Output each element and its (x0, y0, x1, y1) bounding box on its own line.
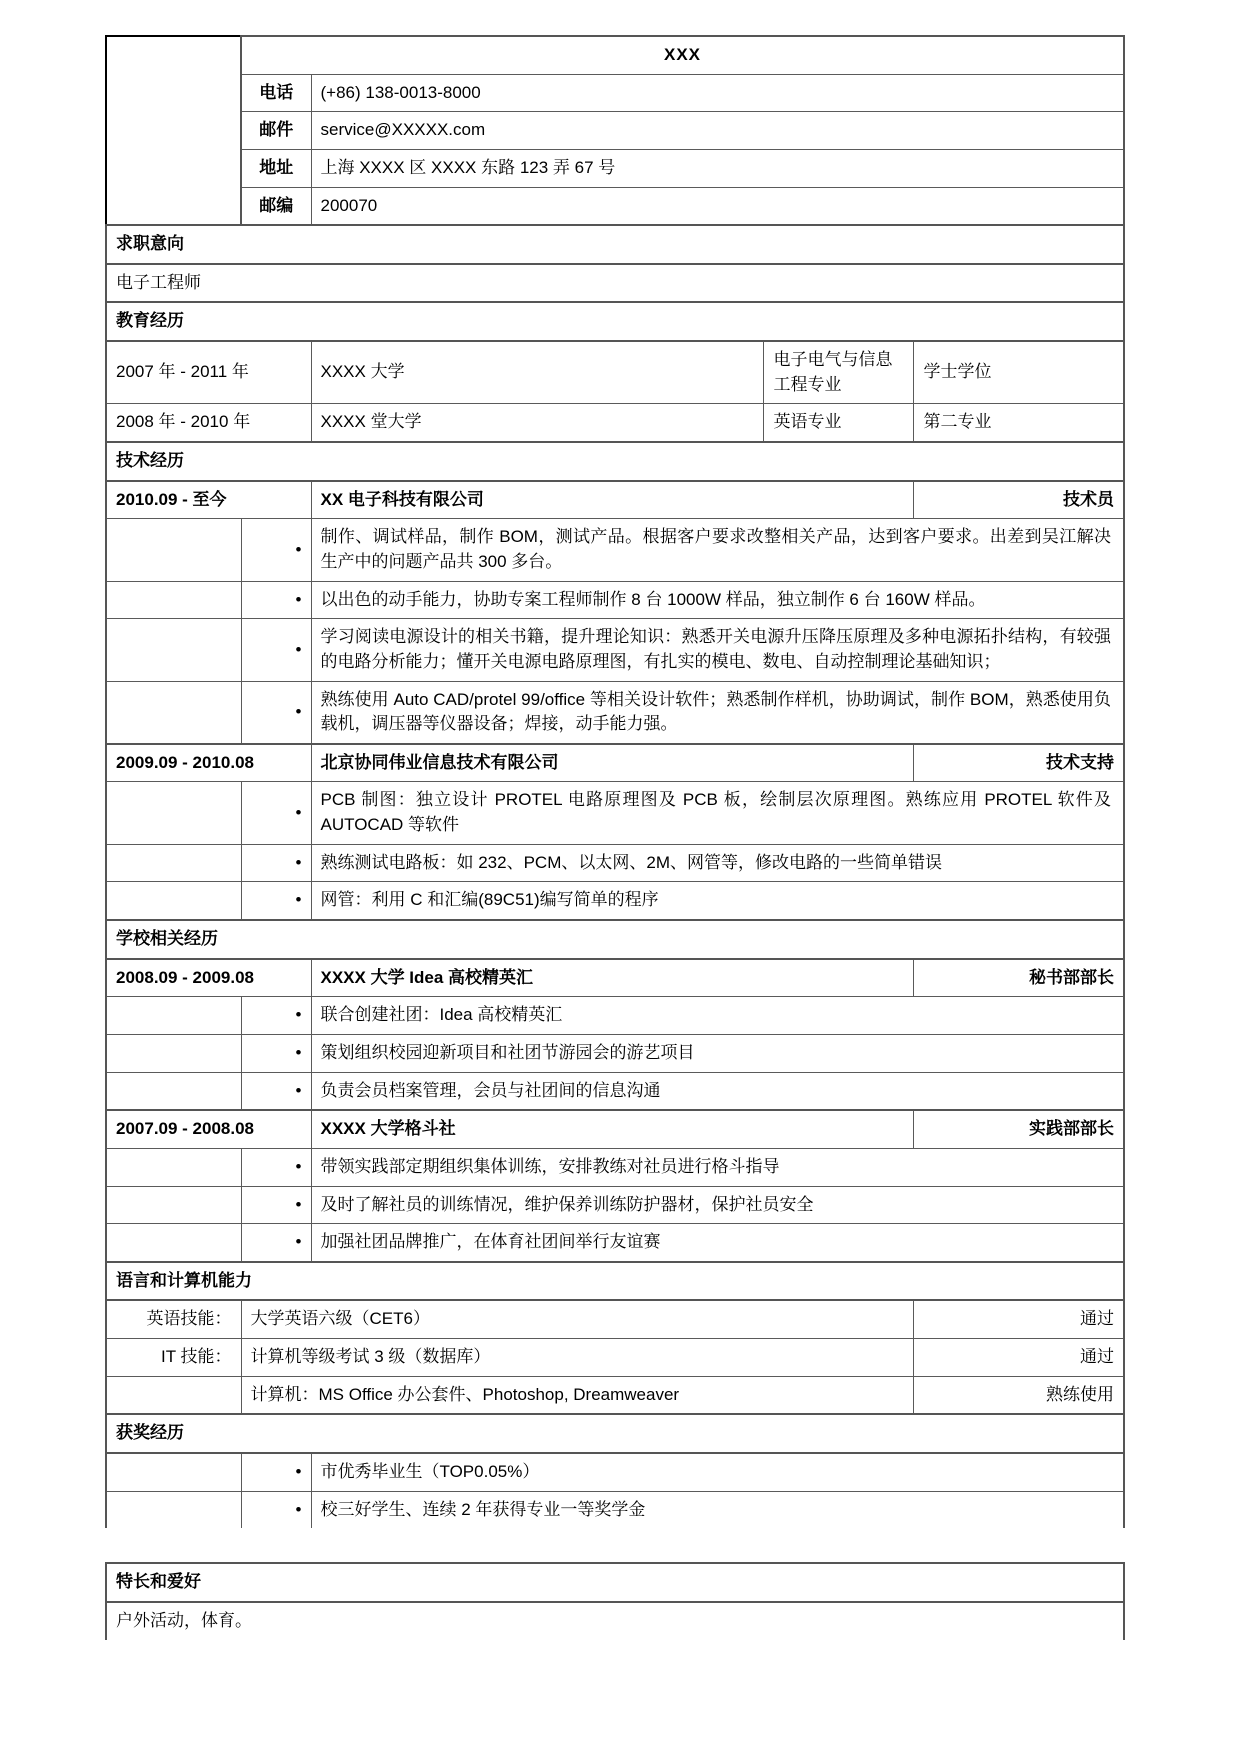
education-date: 2007 年 - 2011 年 (106, 341, 311, 404)
bullet-icon: • (241, 1224, 311, 1262)
bullet-text: 加强社团品牌推广，在体育社团间举行友谊赛 (311, 1224, 1124, 1262)
bullet-icon: • (241, 1186, 311, 1224)
section-title-school-activities: 学校相关经历 (106, 920, 1124, 959)
education-row (106, 404, 1124, 442)
skill-value: 大学英语六级（CET6） (241, 1300, 914, 1338)
experience-role: 秘书部部长 (914, 959, 1124, 997)
skill-result: 熟练使用 (914, 1376, 1124, 1414)
contact-label-email: 邮件 (241, 112, 311, 150)
bullet-icon: • (241, 619, 311, 681)
hobbies-value: 户外活动，体育。 (106, 1602, 1124, 1640)
bullet-text: 制作、调试样品，制作 BOM，测试产品。根据客户要求改整相关产品，达到客户要求。出差到吴江解决生产中的问题产品共 300 多台。 (311, 519, 1124, 581)
section-title-hobbies: 特长和爱好 (106, 1563, 1124, 1602)
bullet-item (106, 519, 1124, 581)
section-header-hobbies (106, 1563, 1124, 1602)
bullet-icon: • (241, 1072, 311, 1110)
skill-result: 通过 (914, 1339, 1124, 1377)
contact-label-zip: 邮编 (241, 187, 311, 225)
bullet-text: 网管：利用 C 和汇编(89C51)编写简单的程序 (311, 882, 1124, 920)
experience-org: XX 电子科技有限公司 (311, 481, 914, 519)
experience-org: XXXX 大学 Idea 高校精英汇 (311, 959, 914, 997)
experience-header (106, 1110, 1124, 1148)
bullet-icon: • (241, 519, 311, 581)
bullet-spacer (106, 1148, 241, 1186)
skill-label: IT 技能： (106, 1339, 241, 1377)
contact-label-address: 地址 (241, 149, 311, 187)
bullet-spacer (106, 1491, 241, 1528)
bullet-spacer (106, 1186, 241, 1224)
bullet-icon: • (241, 681, 311, 744)
page-break-gap (105, 1528, 1125, 1562)
education-school: XXXX 堂大学 (311, 404, 764, 442)
section-title-education: 教育经历 (106, 302, 1124, 341)
bullet-item (106, 1148, 1124, 1186)
bullet-item (106, 1072, 1124, 1110)
skill-row (106, 1376, 1124, 1414)
section-title-awards: 获奖经历 (106, 1414, 1124, 1453)
bullet-text: 带领实践部定期组织集体训练，安排教练对社员进行格斗指导 (311, 1148, 1124, 1186)
bullet-icon: • (241, 1453, 311, 1491)
experience-role: 技术员 (914, 481, 1124, 519)
bullet-item (106, 782, 1124, 844)
bullet-icon: • (241, 782, 311, 844)
bullet-item (106, 1491, 1124, 1528)
bullet-text: 联合创建社团：Idea 高校精英汇 (311, 997, 1124, 1035)
bullet-spacer (106, 619, 241, 681)
page-title: XXX (241, 36, 1124, 74)
bullet-text: 熟练使用 Auto CAD/protel 99/office 等相关设计软件；熟悉制作样机，协助调试，制作 BOM，熟悉使用负载机，调压器等仪器设备；焊接，动手能力强。 (311, 681, 1124, 744)
section-header-skills (106, 1262, 1124, 1301)
experience-date: 2009.09 - 2010.08 (106, 744, 311, 782)
skill-result: 通过 (914, 1300, 1124, 1338)
contact-value-phone: (+86) 138-0013-8000 (311, 74, 1124, 112)
education-major: 英语专业 (764, 404, 914, 442)
education-school: XXXX 大学 (311, 341, 764, 404)
photo-placeholder[interactable] (106, 36, 241, 225)
education-major: 电子电气与信息工程专业 (764, 341, 914, 404)
skill-row (106, 1339, 1124, 1377)
experience-role: 实践部部长 (914, 1110, 1124, 1148)
bullet-spacer (106, 882, 241, 920)
bullet-text: 学习阅读电源设计的相关书籍，提升理论知识：熟悉开关电源升压降压原理及多种电源拓扑结构，有较强的电路分析能力；懂开关电源电路原理图，有扎实的模电、数电、自动控制理论基础知识； (311, 619, 1124, 681)
experience-date: 2010.09 - 至今 (106, 481, 311, 519)
skill-label: 英语技能： (106, 1300, 241, 1338)
education-degree: 第二专业 (914, 404, 1124, 442)
resume-table (105, 35, 1125, 1528)
contact-row-zip (106, 187, 1124, 225)
experience-header (106, 959, 1124, 997)
education-date: 2008 年 - 2010 年 (106, 404, 311, 442)
education-degree: 学士学位 (914, 341, 1124, 404)
contact-row-address (106, 149, 1124, 187)
experience-org: XXXX 大学格斗社 (311, 1110, 914, 1148)
bullet-spacer (106, 581, 241, 619)
bullet-icon: • (241, 882, 311, 920)
objective-value: 电子工程师 (106, 264, 1124, 303)
bullet-spacer (106, 997, 241, 1035)
header-row (106, 36, 1124, 74)
bullet-item (106, 1186, 1124, 1224)
bullet-text: 校三好学生、连续 2 年获得专业一等奖学金 (311, 1491, 1124, 1528)
skill-value: 计算机等级考试 3 级（数据库） (241, 1339, 914, 1377)
hobbies-row (106, 1602, 1124, 1640)
bullet-spacer (106, 1072, 241, 1110)
experience-header (106, 481, 1124, 519)
bullet-icon: • (241, 581, 311, 619)
objective-row (106, 264, 1124, 303)
bullet-item (106, 681, 1124, 744)
bullet-text: 熟练测试电路板：如 232、PCM、以太网、2M、网管等，修改电路的一些简单错误 (311, 844, 1124, 882)
skill-value: 计算机：MS Office 办公套件、Photoshop, Dreamweaver (241, 1376, 914, 1414)
bullet-spacer (106, 1453, 241, 1491)
bullet-icon: • (241, 1491, 311, 1528)
bullet-spacer (106, 681, 241, 744)
experience-date: 2008.09 - 2009.08 (106, 959, 311, 997)
bullet-item (106, 882, 1124, 920)
section-title-objective: 求职意向 (106, 225, 1124, 264)
bullet-spacer (106, 1034, 241, 1072)
section-header-objective (106, 225, 1124, 264)
bullet-icon: • (241, 1148, 311, 1186)
contact-row-phone (106, 74, 1124, 112)
experience-date: 2007.09 - 2008.08 (106, 1110, 311, 1148)
bullet-icon: • (241, 1034, 311, 1072)
bullet-spacer (106, 844, 241, 882)
bullet-item (106, 581, 1124, 619)
contact-value-email: service@XXXXX.com (311, 112, 1124, 150)
bullet-item (106, 997, 1124, 1035)
section-header-technical (106, 442, 1124, 481)
bullet-spacer (106, 1224, 241, 1262)
contact-value-zip: 200070 (311, 187, 1124, 225)
section-header-education (106, 302, 1124, 341)
bullet-text: 策划组织校园迎新项目和社团节游园会的游艺项目 (311, 1034, 1124, 1072)
bullet-text: 及时了解社员的训练情况，维护保养训练防护器材，保护社员安全 (311, 1186, 1124, 1224)
bullet-text: 负责会员档案管理，会员与社团间的信息沟通 (311, 1072, 1124, 1110)
bullet-item (106, 1034, 1124, 1072)
bullet-spacer (106, 782, 241, 844)
experience-role: 技术支持 (914, 744, 1124, 782)
bullet-icon: • (241, 997, 311, 1035)
bullet-item (106, 619, 1124, 681)
section-title-technical: 技术经历 (106, 442, 1124, 481)
contact-label-phone: 电话 (241, 74, 311, 112)
section-title-skills: 语言和计算机能力 (106, 1262, 1124, 1301)
skill-label (106, 1376, 241, 1414)
skill-row (106, 1300, 1124, 1338)
bullet-icon: • (241, 844, 311, 882)
bullet-text: 以出色的动手能力，协助专案工程师制作 8 台 1000W 样品，独立制作 6 台 160W 样品。 (311, 581, 1124, 619)
bullet-text: PCB 制图：独立设计 PROTEL 电路原理图及 PCB 板，绘制层次原理图。熟练应用 PROTEL 软件及 AUTOCAD 等软件 (311, 782, 1124, 844)
bullet-item (106, 1453, 1124, 1491)
bullet-item (106, 844, 1124, 882)
bullet-text: 市优秀毕业生（TOP0.05%） (311, 1453, 1124, 1491)
education-row (106, 341, 1124, 404)
bullet-spacer (106, 519, 241, 581)
hobbies-table (105, 1562, 1125, 1639)
bullet-item (106, 1224, 1124, 1262)
experience-org: 北京协同伟业信息技术有限公司 (311, 744, 914, 782)
section-header-school-activities (106, 920, 1124, 959)
section-header-awards (106, 1414, 1124, 1453)
experience-header (106, 744, 1124, 782)
contact-value-address: 上海 XXXX 区 XXXX 东路 123 弄 67 号 (311, 149, 1124, 187)
contact-row-email (106, 112, 1124, 150)
